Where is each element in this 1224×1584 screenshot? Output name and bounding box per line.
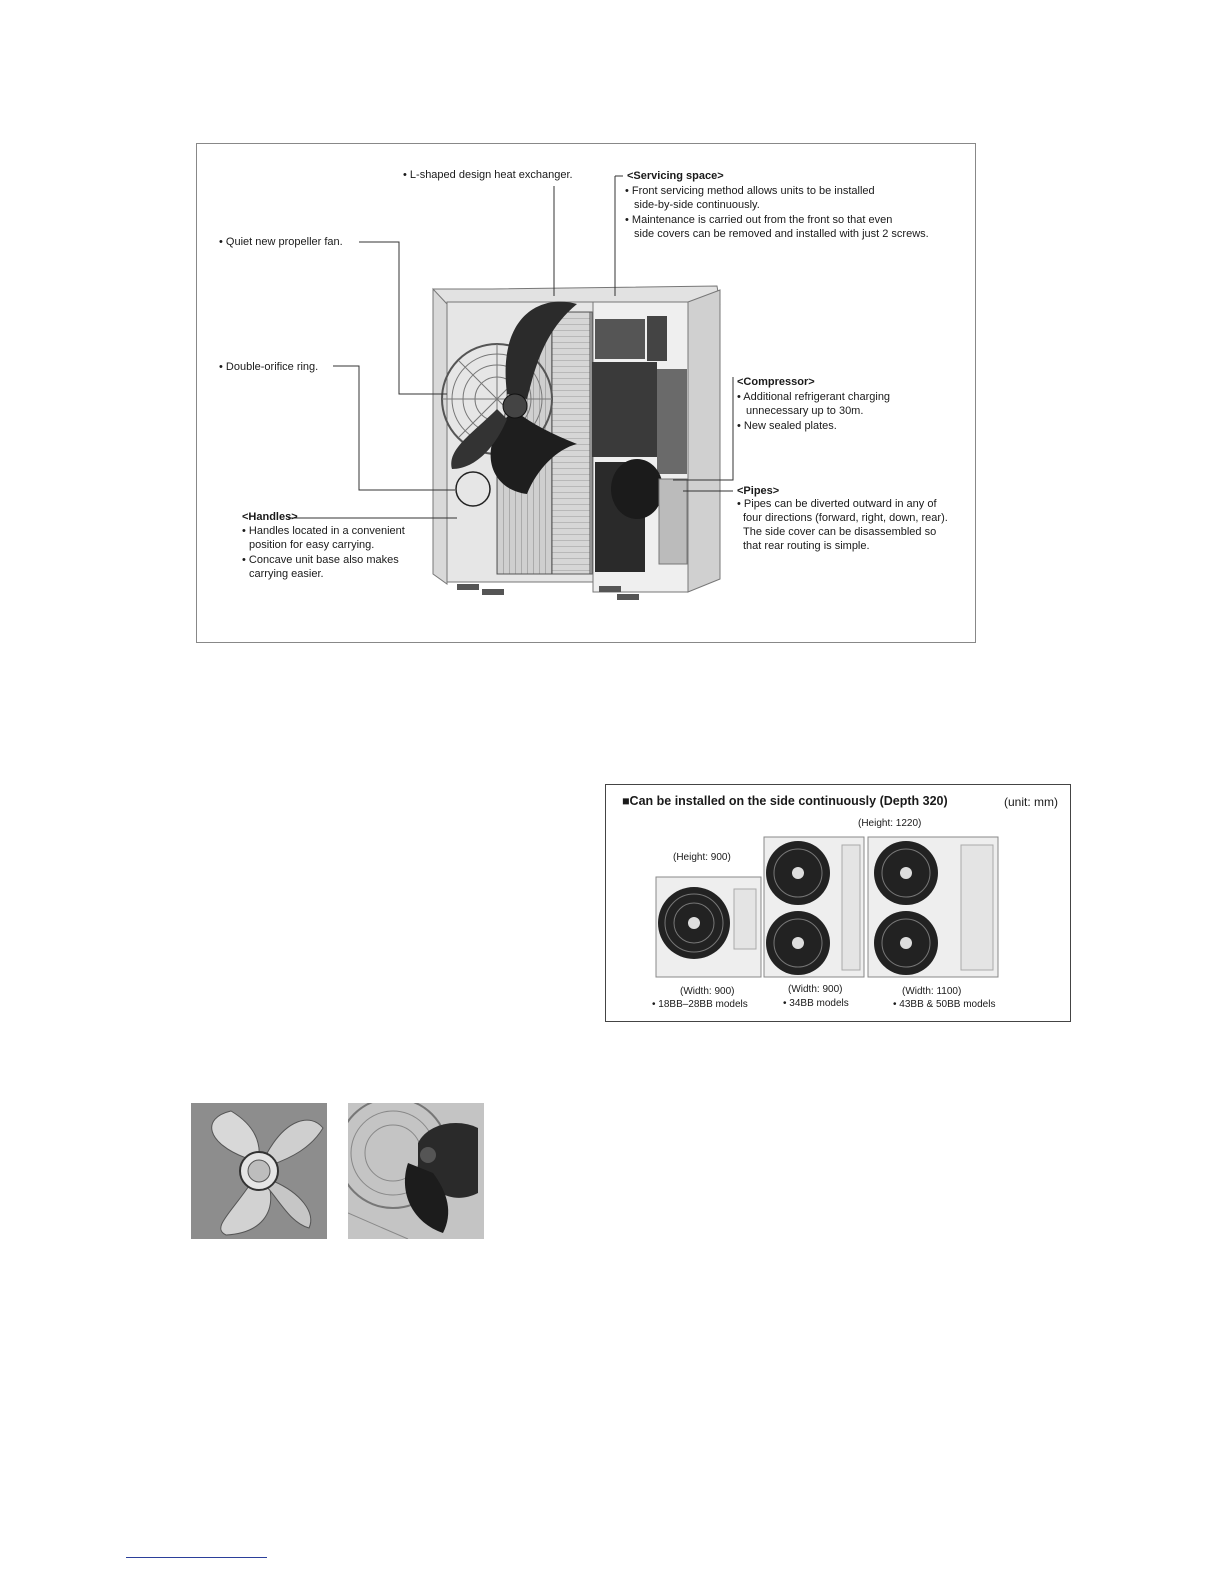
unit-c-models: • 43BB & 50BB models [893, 999, 996, 1010]
handles-line-2: position for easy carrying. [249, 539, 375, 551]
unit-cutaway-figure [196, 143, 976, 643]
pipes-heading: <Pipes> [737, 485, 780, 497]
label-propeller-fan: • Quiet new propeller fan. [219, 236, 343, 248]
footnote-separator [126, 1557, 267, 1558]
propeller-fan-photo [191, 1103, 327, 1239]
pipes-line-4: that rear routing is simple. [743, 540, 870, 552]
unit-a-models: • 18BB–28BB models [652, 999, 748, 1010]
unit-label: (unit: mm) [1004, 795, 1058, 809]
servicing-line-1: • Front servicing method allows units to be installed [625, 185, 875, 197]
unit-b-models: • 34BB models [783, 998, 849, 1009]
handles-heading: <Handles> [242, 511, 298, 523]
compressor-line-2: unnecessary up to 30m. [746, 405, 864, 417]
unit-b-width: (Width: 900) [788, 984, 843, 995]
handles-line-3: • Concave unit base also makes [242, 554, 399, 566]
servicing-line-4: side covers can be removed and installed with just 2 screws. [634, 228, 929, 240]
servicing-line-2: side-by-side continuously. [634, 199, 760, 211]
handles-line-4: carrying easier. [249, 568, 324, 580]
unit-a-width: (Width: 900) [680, 986, 735, 997]
label-orifice-ring: • Double-orifice ring. [219, 361, 319, 373]
height-1220-label: (Height: 1220) [858, 818, 922, 829]
pipes-line-1: • Pipes can be diverted outward in any of [737, 498, 937, 510]
height-900-label: (Height: 900) [673, 852, 731, 863]
compressor-heading: <Compressor> [737, 376, 815, 388]
servicing-heading: <Servicing space> [627, 170, 724, 182]
pipes-line-2: four directions (forward, right, down, rear). [743, 512, 948, 524]
installation-title: ■Can be installed on the side continuously (Depth 320) [622, 794, 948, 808]
side-by-side-installation-figure [605, 784, 1071, 1022]
label-heat-exchanger: • L-shaped design heat exchanger. [403, 169, 573, 181]
compressor-line-1: • Additional refrigerant charging [737, 391, 891, 403]
unit-c-width: (Width: 1100) [902, 986, 962, 997]
pipes-line-3: The side cover can be disassembled so [743, 526, 937, 538]
compressor-line-3: • New sealed plates. [737, 420, 837, 432]
orifice-ring-photo [348, 1103, 484, 1239]
handles-line-1: • Handles located in a convenient [242, 525, 405, 537]
servicing-line-3: • Maintenance is carried out from the front so that even [625, 214, 893, 226]
